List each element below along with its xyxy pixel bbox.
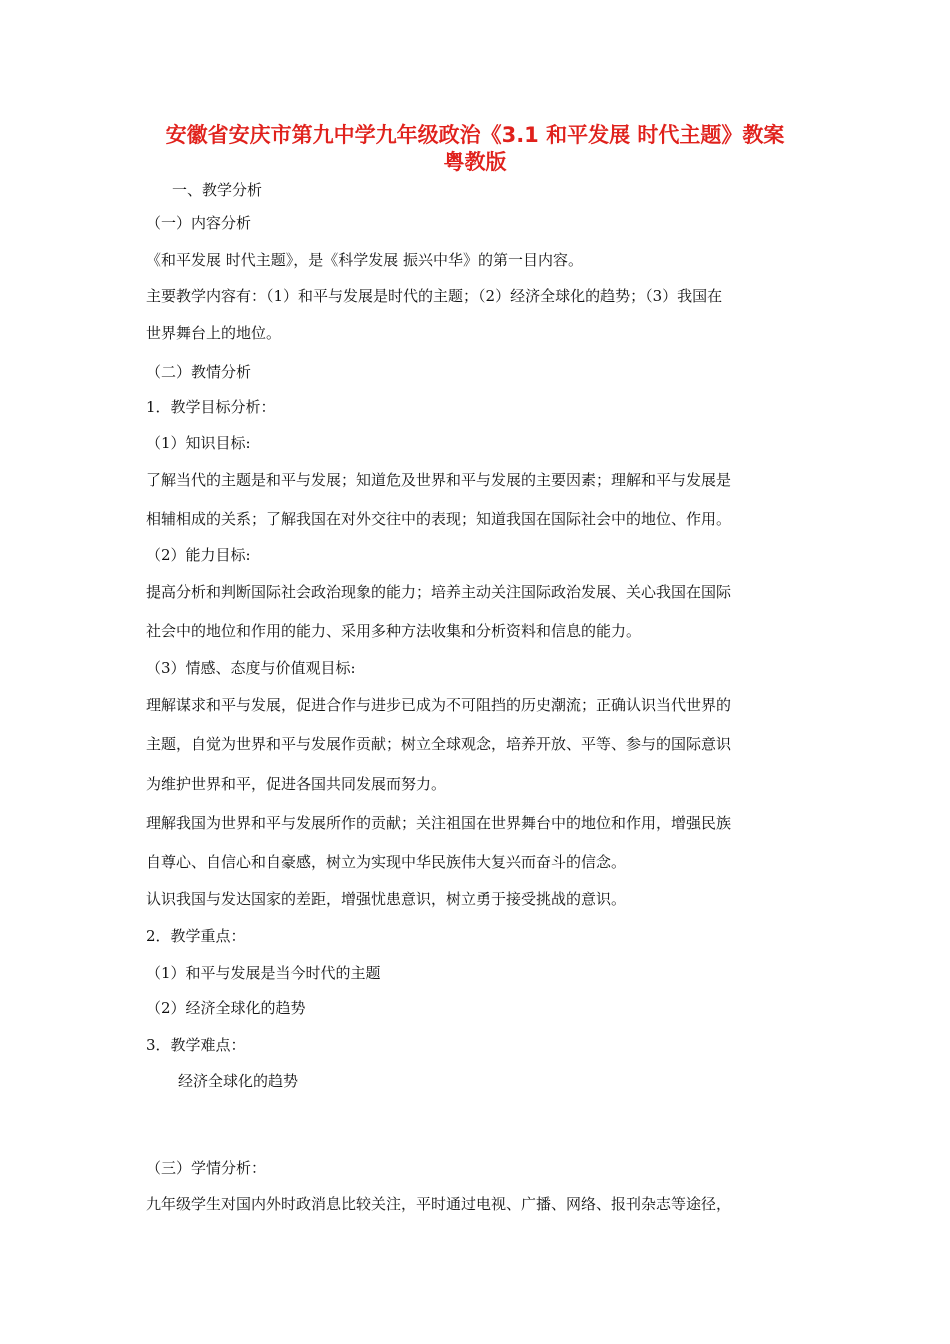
paragraph: 认识我国与发达国家的差距，增强忧患意识，树立勇于接受挑战的意识。: [146, 890, 627, 908]
paragraph: 为维护世界和平，促进各国共同发展而努力。: [146, 775, 447, 793]
numbered-heading: 2．教学重点：: [146, 927, 246, 945]
paragraph: 主题，自觉为世界和平与发展作贡献；树立全球观念，培养开放、平等、参与的国际意识: [146, 735, 732, 753]
subsection-heading: （二）教情分析: [146, 363, 252, 381]
focus-item: （1）和平与发展是当今时代的主题: [146, 964, 381, 982]
subsection-heading: （一）内容分析: [146, 214, 252, 232]
paragraph: 九年级学生对国内外时政消息比较关注，平时通过电视、广播、网络、报刊杂志等途径，: [146, 1195, 732, 1213]
paragraph: 世界舞台上的地位。: [146, 324, 282, 342]
subsection-heading: （三）学情分析：: [146, 1159, 267, 1177]
paragraph: 提高分析和判断国际社会政治现象的能力；培养主动关注国际政治发展、关心我国在国际: [146, 583, 732, 601]
paragraph: 《和平发展 时代主题》，是《科学发展 振兴中华》的第一目内容。: [146, 251, 584, 269]
paragraph: 相辅相成的关系；了解我国在对外交往中的表现；知道我国在国际社会中的地位、作用。: [146, 510, 732, 528]
paragraph: 了解当代的主题是和平与发展；知道危及世界和平与发展的主要因素；理解和平与发展是: [146, 471, 732, 489]
document-title-line-2: 粤教版: [443, 150, 507, 174]
difficulty-item: 经济全球化的趋势: [178, 1072, 299, 1090]
numbered-heading: 3．教学难点：: [146, 1036, 246, 1054]
objective-heading: （2）能力目标:: [146, 546, 251, 564]
document-title-line-1: 安徽省安庆市第九中学九年级政治《3.1 和平发展 时代主题》教案: [165, 123, 785, 147]
paragraph: 理解我国为世界和平与发展所作的贡献；关注祖国在世界舞台中的地位和作用，增强民族: [146, 814, 732, 832]
numbered-heading: 1．教学目标分析：: [146, 398, 276, 416]
objective-heading: （3）情感、态度与价值观目标:: [146, 659, 356, 677]
paragraph: 理解谋求和平与发展，促进合作与进步已成为不可阻挡的历史潮流；正确认识当代世界的: [146, 696, 732, 714]
objective-heading: （1）知识目标:: [146, 434, 251, 452]
section-heading: 一、教学分析: [172, 181, 263, 199]
paragraph: 自尊心、自信心和自豪感，树立为实现中华民族伟大复兴而奋斗的信念。: [146, 853, 627, 871]
focus-item: （2）经济全球化的趋势: [146, 999, 306, 1017]
paragraph: 社会中的地位和作用的能力、采用多种方法收集和分析资料和信息的能力。: [146, 622, 642, 640]
paragraph: 主要教学内容有：（1）和平与发展是时代的主题；（2）经济全球化的趋势；（3）我国在: [146, 287, 723, 305]
